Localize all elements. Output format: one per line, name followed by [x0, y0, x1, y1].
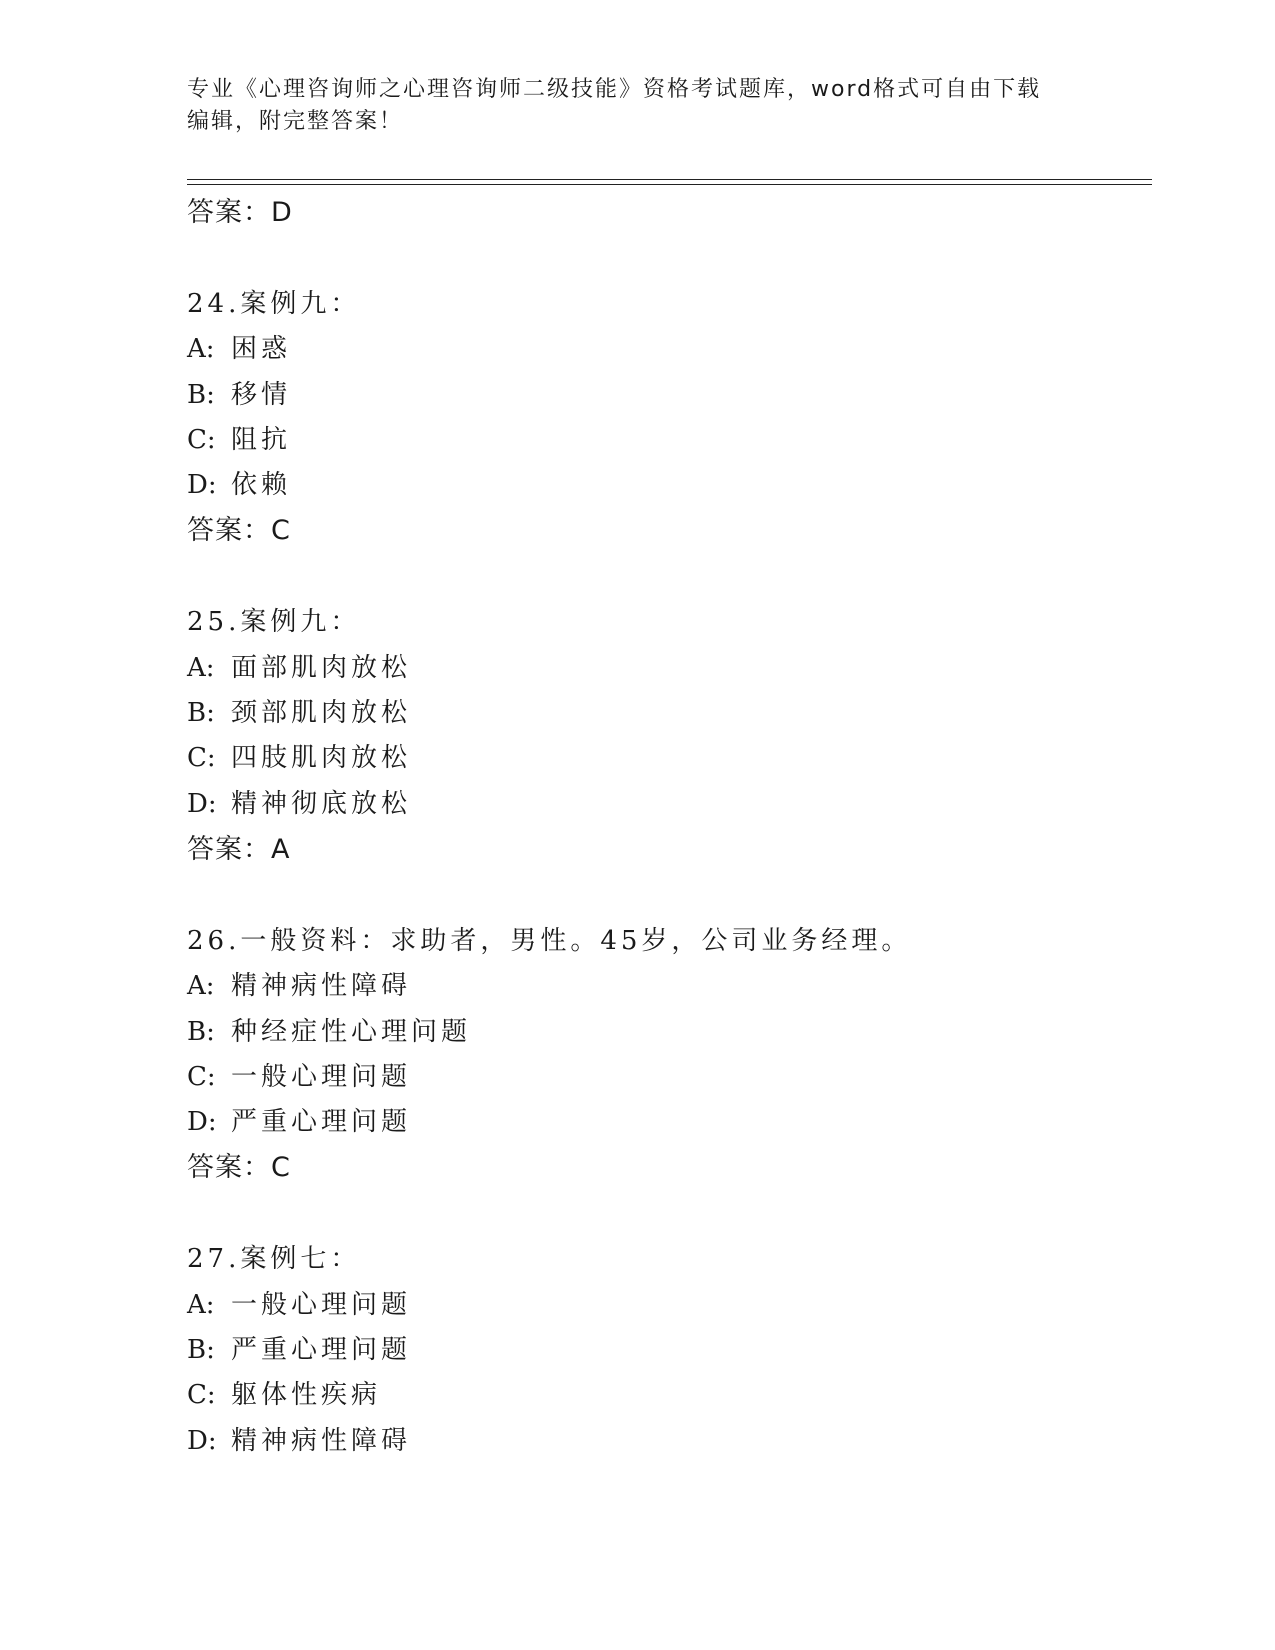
- option-letter: C:: [187, 424, 216, 455]
- option-c: [187, 1373, 1147, 1418]
- header-line-2: 编辑，附完整答案！: [187, 109, 404, 134]
- option-letter: B:: [187, 1335, 215, 1366]
- option-letter: A:: [187, 334, 215, 365]
- question-stem: 27.案例七：: [187, 1244, 361, 1275]
- option-letter: C:: [187, 1380, 216, 1411]
- option-text: 精神病性障碍: [231, 1425, 412, 1456]
- option-letter: C:: [187, 1061, 216, 1092]
- option-letter: D:: [187, 470, 217, 501]
- answer-line: 答案：C: [187, 515, 291, 547]
- option-letter: A:: [187, 1289, 215, 1320]
- option-b: [187, 1010, 1147, 1055]
- option-text: 种经症性心理问题: [231, 1016, 472, 1047]
- option-letter: B:: [187, 698, 215, 729]
- option-letter: D:: [187, 1107, 217, 1138]
- option-d: [187, 463, 1147, 508]
- option-text: 颈部肌肉放松: [231, 698, 412, 729]
- option-a: [187, 646, 1147, 691]
- option-text: 四肢肌肉放松: [231, 743, 412, 774]
- question-block: [187, 600, 1147, 871]
- question-stem: 24.案例九：: [187, 289, 361, 319]
- option-letter: B:: [187, 379, 215, 410]
- question-block: [187, 1237, 1147, 1463]
- option-letter: C:: [187, 743, 216, 774]
- question-block: [187, 282, 1147, 553]
- option-b: [187, 1328, 1147, 1373]
- option-d: [187, 1100, 1147, 1145]
- option-d: [187, 1419, 1147, 1464]
- option-c: [187, 736, 1147, 781]
- option-c: [187, 1055, 1147, 1100]
- option-text: 躯体性疾病: [231, 1380, 382, 1411]
- answer-line: 答案：D: [187, 197, 293, 228]
- option-text: 依赖: [231, 470, 292, 501]
- option-letter: D:: [187, 788, 217, 819]
- option-text: 精神彻底放松: [231, 788, 412, 819]
- question-stem: 26.一般资料：求助者，男性。45岁，公司业务经理。: [187, 925, 912, 956]
- document-header: [187, 74, 1087, 138]
- option-a: [187, 1283, 1147, 1328]
- answer-line: 答案：C: [187, 1152, 291, 1184]
- option-text: 一般心理问题: [231, 1061, 412, 1092]
- option-b: [187, 373, 1147, 418]
- option-letter: B:: [187, 1016, 215, 1047]
- option-text: 严重心理问题: [231, 1335, 412, 1366]
- option-text: 严重心理问题: [231, 1107, 412, 1138]
- option-text: 困惑: [231, 334, 292, 365]
- question-block: [187, 919, 1147, 1190]
- question-stem: 25.案例九：: [187, 607, 361, 638]
- option-c: [187, 418, 1147, 463]
- header-rule-bottom: [187, 184, 1152, 185]
- header-rule-top: [187, 179, 1152, 180]
- answer-line: 答案：A: [187, 833, 291, 865]
- option-a: [187, 327, 1147, 372]
- header-line-1: 专业《心理咨询师之心理咨询师二级技能》资格考试题库，word格式可自由下载: [187, 77, 1042, 102]
- option-letter: A:: [187, 971, 215, 1002]
- option-b: [187, 691, 1147, 736]
- option-text: 阻抗: [231, 424, 292, 455]
- option-letter: A:: [187, 652, 215, 683]
- option-text: 面部肌肉放松: [231, 652, 412, 683]
- option-a: [187, 964, 1147, 1009]
- option-text: 移情: [231, 379, 292, 410]
- option-text: 精神病性障碍: [231, 971, 412, 1002]
- option-letter: D:: [187, 1425, 217, 1456]
- question-list: [187, 186, 1147, 1464]
- option-d: [187, 782, 1147, 827]
- option-text: 一般心理问题: [231, 1289, 412, 1320]
